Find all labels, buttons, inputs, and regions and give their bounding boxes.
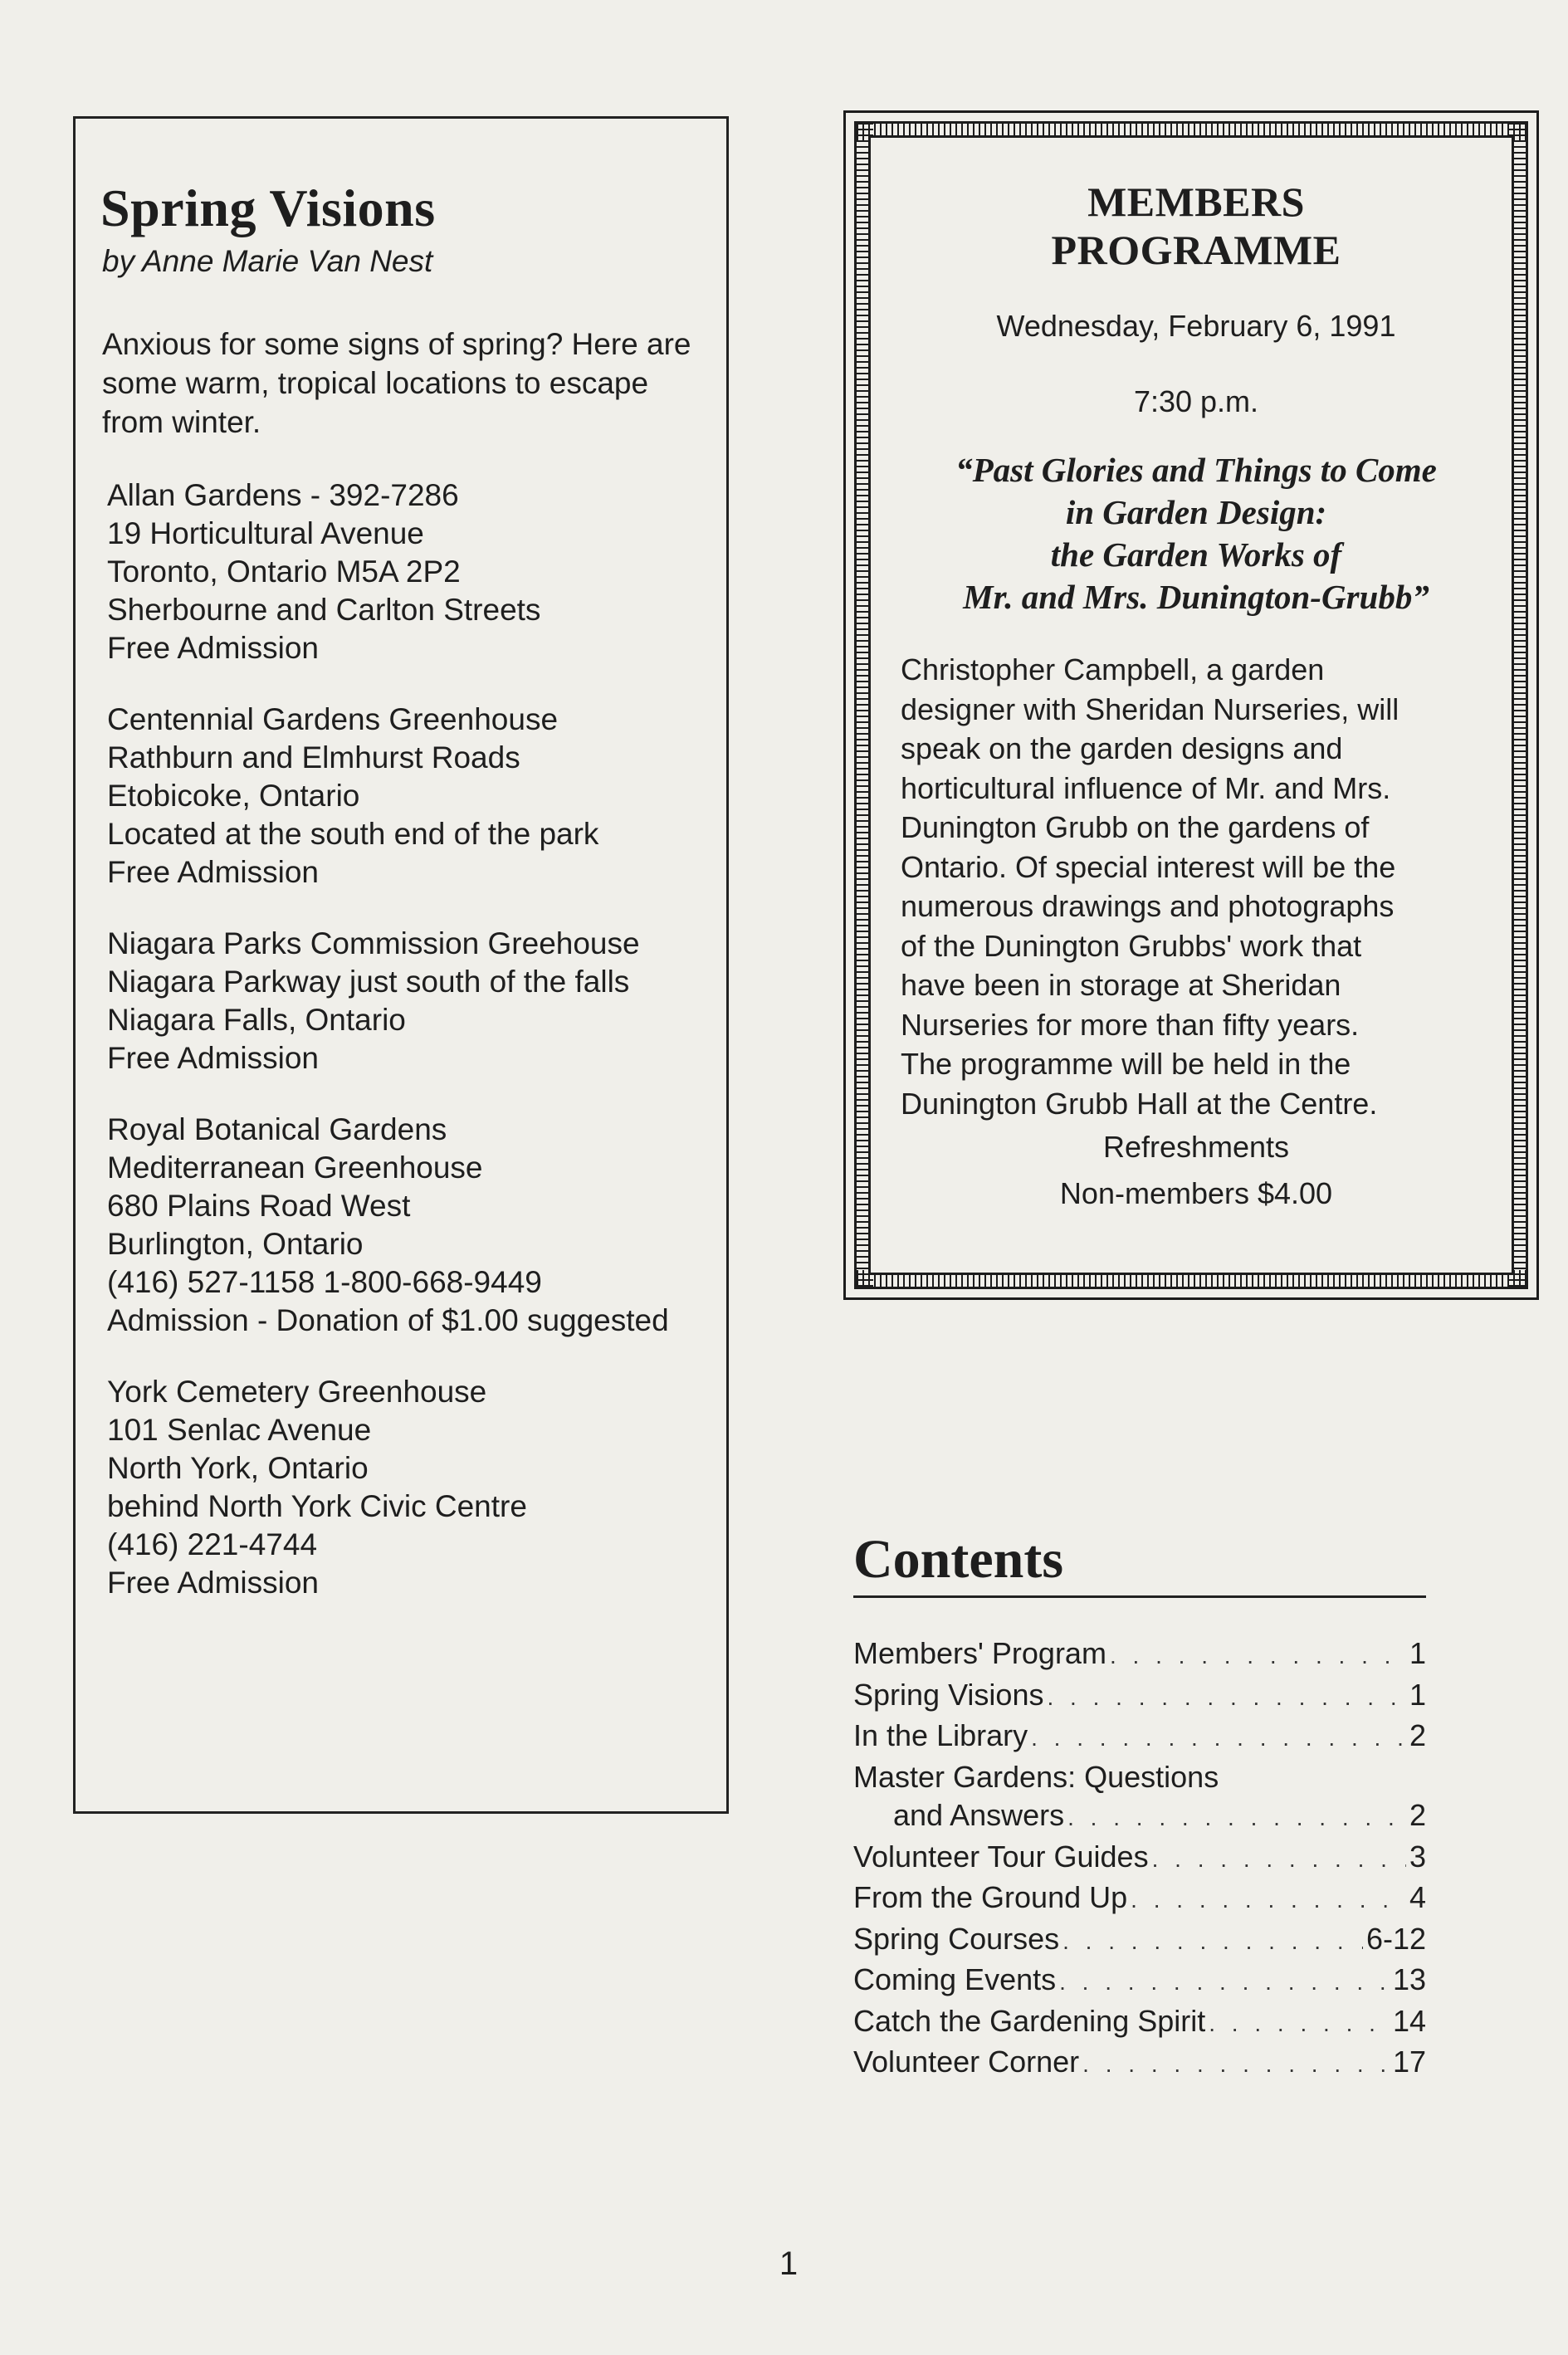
location-list (100, 476, 726, 1602)
contents-entry-page: 1 (1409, 1677, 1426, 1712)
talk-title-line: Mr. and Mrs. Dunington-Grubb” (963, 578, 1429, 616)
contents-leader-dots (1067, 1799, 1406, 1838)
location-line: Niagara Parkway just south of the falls (107, 965, 630, 999)
location-line: Niagara Parks Commission Greehouse (107, 926, 640, 960)
location-line: Located at the south end of the park (107, 817, 599, 851)
contents-entry (853, 2043, 1426, 2084)
contents-entry-label: Volunteer Tour Guides (853, 1839, 1149, 1874)
talk-description (901, 650, 1492, 1123)
contents-leader-dots (1062, 1923, 1363, 1962)
members-programme-box (843, 110, 1539, 1300)
talk-title-line: “Past Glories and Things to Come (955, 451, 1437, 489)
location-line: (416) 527-1158 1-800-668-9449 (107, 1265, 542, 1299)
contents-entry (853, 1961, 1426, 2002)
contents-entry-page: 2 (1409, 1718, 1426, 1752)
location-entry (107, 925, 726, 1077)
contents-entry-label: and Answers (893, 1798, 1065, 1832)
contents-rule (853, 1595, 1426, 1598)
contents-entry (853, 1634, 1426, 1676)
contents-entry-label: From the Ground Up (853, 1880, 1128, 1914)
description-line: Ontario. Of special interest will be the (901, 849, 1396, 884)
talk-title-line: the Garden Works of (1050, 535, 1342, 574)
location-line: Toronto, Ontario M5A 2P2 (107, 555, 461, 589)
description-line: numerous drawings and photographs (901, 889, 1395, 923)
description-line: of the Dunington Grubbs' work that (901, 928, 1362, 963)
description-line: The programme will be held in the (901, 1047, 1351, 1081)
article-byline: by Anne Marie Van Nest (102, 244, 433, 278)
contents-heading: Contents (853, 1529, 1064, 1590)
location-entry (107, 1111, 726, 1340)
contents-entry-page: 3 (1409, 1839, 1426, 1874)
description-line: designer with Sheridan Nurseries, will (901, 691, 1399, 726)
programme-heading-line2: PROGRAMME (1051, 227, 1341, 273)
location-line: Centennial Gardens Greenhouse (107, 702, 559, 736)
location-line: Allan Gardens - 392-7286 (107, 478, 459, 512)
contents-entry (853, 1920, 1426, 1962)
contents-leader-dots (1110, 1637, 1406, 1676)
location-line: North York, Ontario (107, 1451, 369, 1485)
contents-entry-page: 17 (1392, 2045, 1426, 2079)
location-line: Free Admission (107, 855, 319, 889)
contents-leader-dots (1152, 1840, 1406, 1879)
programme-time: 7:30 p.m. (1133, 384, 1259, 418)
contents-entry-page: 2 (1409, 1798, 1426, 1832)
non-member-fee: Non-members $4.00 (1059, 1176, 1333, 1210)
location-line: Free Admission (107, 1566, 319, 1600)
spring-visions-article (73, 116, 729, 1814)
location-line: Admission - Donation of $1.00 suggested (107, 1303, 669, 1337)
contents-leader-dots (1209, 2005, 1390, 2044)
location-line: Niagara Falls, Ontario (107, 1003, 406, 1037)
programme-content (868, 135, 1514, 1275)
contents-entry-label: Master Gardens: Questions (853, 1759, 1219, 1794)
talk-title-line: in Garden Design: (1065, 493, 1327, 531)
description-line: Nurseries for more than fifty years. (901, 1007, 1360, 1042)
refreshments-note: Refreshments (1102, 1130, 1290, 1164)
contents-leader-dots (1031, 1719, 1406, 1758)
location-line: Free Admission (107, 631, 319, 665)
contents-entry (853, 1717, 1426, 1758)
description-line: speak on the garden designs and (901, 731, 1343, 765)
description-line: have been in storage at Sheridan (901, 968, 1341, 1002)
contents-entry (853, 1676, 1426, 1717)
location-line: Burlington, Ontario (107, 1227, 364, 1261)
contents-entry-page: 14 (1392, 2003, 1426, 2038)
location-entry (107, 701, 726, 892)
programme-date: Wednesday, February 6, 1991 (996, 309, 1396, 343)
contents-entry (853, 2002, 1426, 2044)
description-line: Christopher Campbell, a garden (901, 652, 1325, 686)
contents-entry (853, 1796, 1426, 1838)
contents-entry (853, 1758, 1426, 1797)
programme-heading-line1: MEMBERS (1087, 178, 1305, 225)
ornamental-border (854, 121, 1528, 1289)
location-line: Rathburn and Elmhurst Roads (107, 740, 520, 774)
article-title: Spring Visions (100, 178, 436, 237)
location-line: Free Admission (107, 1041, 319, 1075)
contents-entry-label: Volunteer Corner (853, 2045, 1080, 2079)
contents-entry (853, 1838, 1426, 1879)
location-entry (107, 1373, 726, 1602)
location-line: (416) 221-4744 (107, 1527, 318, 1561)
contents-entry-label: Coming Events (853, 1962, 1057, 1996)
contents-entry-label: Catch the Gardening Spirit (853, 2003, 1206, 2038)
contents-entry-page: 6-12 (1365, 1921, 1426, 1956)
location-line: Royal Botanical Gardens (107, 1112, 447, 1146)
location-line: 19 Horticultural Avenue (107, 516, 424, 550)
location-line: Mediterranean Greenhouse (107, 1151, 483, 1185)
location-entry (107, 476, 726, 667)
location-line: Sherbourne and Carlton Streets (107, 593, 541, 627)
contents-leader-dots (1047, 1678, 1406, 1717)
contents-entry-label: Spring Visions (853, 1677, 1044, 1712)
contents-leader-dots (1082, 2045, 1390, 2084)
contents-entry-label: Spring Courses (853, 1921, 1060, 1956)
contents-entry-label: Members' Program (853, 1636, 1106, 1670)
contents-leader-dots (1131, 1881, 1406, 1920)
description-line: Dunington Grubb on the gardens of (901, 810, 1370, 844)
contents-leader-dots (1059, 1963, 1390, 2002)
programme-heading (901, 178, 1492, 274)
talk-title (901, 449, 1492, 618)
location-line: Etobicoke, Ontario (107, 779, 360, 813)
contents-entry-page: 1 (1409, 1636, 1426, 1670)
location-line: 680 Plains Road West (107, 1189, 411, 1223)
contents-entry-label: In the Library (853, 1718, 1028, 1752)
location-line: York Cemetery Greenhouse (107, 1375, 487, 1409)
location-line: behind North York Civic Centre (107, 1489, 527, 1523)
article-intro: Anxious for some signs of spring? Here are some warm, tropical locations to escape from winter. (102, 327, 691, 439)
contents-list (853, 1634, 1426, 2084)
description-line: Dunington Grubb Hall at the Centre. (901, 1086, 1378, 1121)
contents-entry (853, 1879, 1426, 1920)
contents-entry-page: 4 (1409, 1880, 1426, 1914)
page-number: 1 (779, 2245, 799, 2282)
location-line: 101 Senlac Avenue (107, 1413, 372, 1447)
contents-entry-page: 13 (1392, 1962, 1426, 1996)
description-line: horticultural influence of Mr. and Mrs. (901, 770, 1391, 805)
table-of-contents (853, 1527, 1426, 2084)
